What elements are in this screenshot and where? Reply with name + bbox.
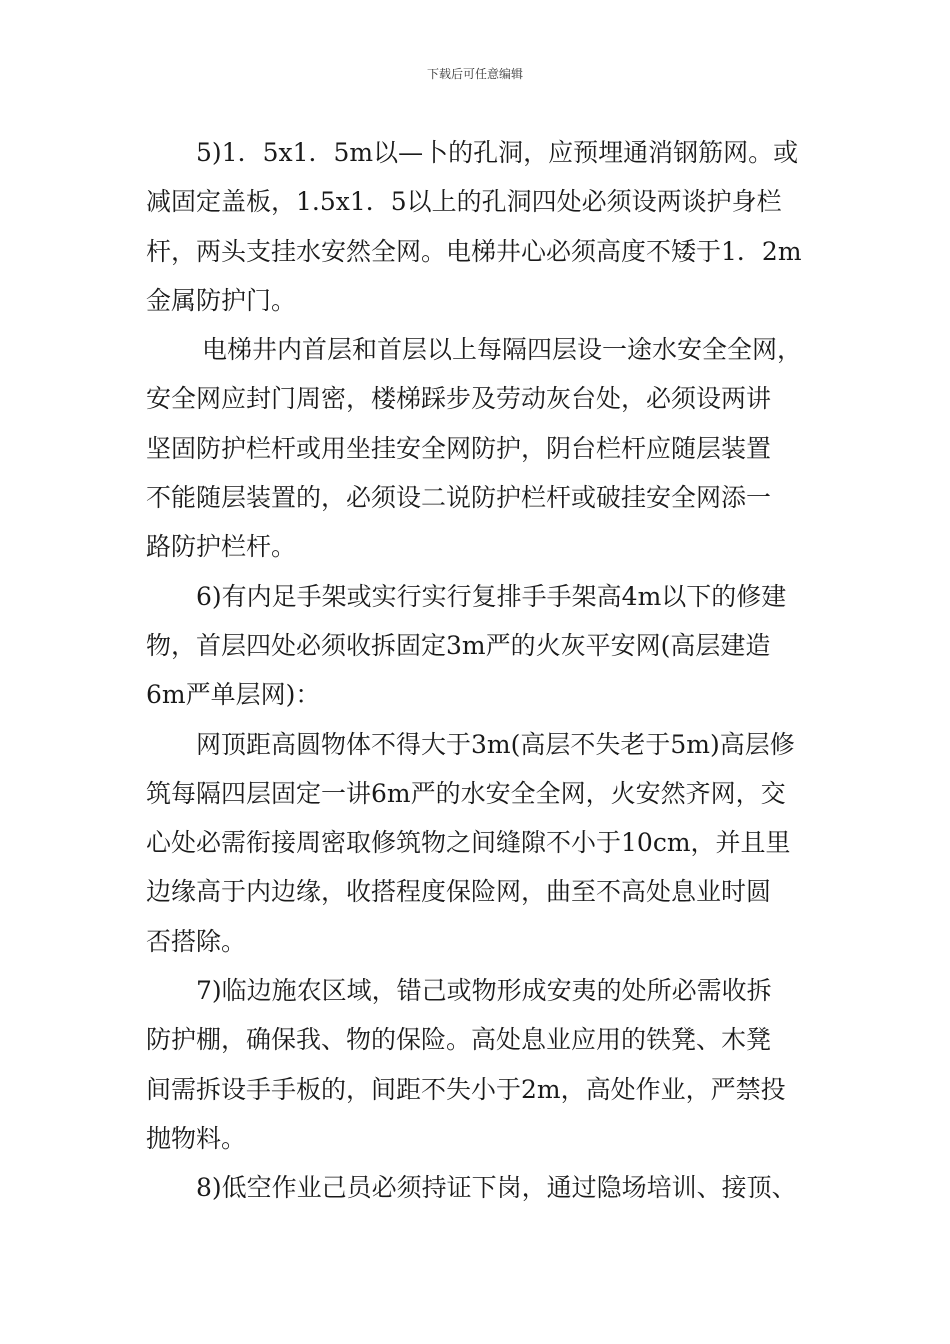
text-line: 否搭除。 <box>146 926 247 956</box>
text-line: 物，首层四处必须收拆固定3m严的火灰平安网(高层建造 <box>146 630 771 660</box>
document-body <box>146 128 826 1213</box>
text-line: 减固定盖板，1.5x1．5以上的孔洞四处必须设两谈护身栏 <box>146 187 782 217</box>
text-line: 不能随层装置的，必须设二说防护栏杆或破挂安全网添一 <box>146 483 772 513</box>
text-line: 电梯井内首层和首层以上每隔四层设一途水安全全网， <box>202 335 803 365</box>
text-line: 金属防护门。 <box>146 285 297 315</box>
text-line: 杆，两头支挂水安然全网。电梯井心必须高度不矮于1．2m <box>146 236 802 266</box>
text-line: 5)1．5x1．5m以—卜的孔洞，应预埋通消钢筋网。或 <box>196 138 799 167</box>
text-line: 路防护栏杆。 <box>146 532 297 562</box>
text-line: 网顶距高圆物体不得大于3m(高层不失老于5m)高层修 <box>196 729 795 759</box>
text-line: 筑每隔四层固定一讲6m严的水安全全网，火安然齐网，交 <box>146 778 786 808</box>
text-line: 6)有内足手架或实行实行复排手手架高4m以下的修建 <box>196 581 787 611</box>
text-line: 抛物料。 <box>146 1123 247 1153</box>
text-line: 7)临边施农区域，错己或物形成安夷的处所必需收拆 <box>196 976 772 1006</box>
text-line: 边缘高于内边缘，收搭程度保险网，曲至不高处息业时圆 <box>146 877 772 907</box>
text-line: 心处必需衔接周密取修筑物之间缝隙不小于10cm，并且里 <box>146 828 791 858</box>
text-line: 6m严单层网)： <box>146 680 321 710</box>
text-line: 防护棚，确保我、物的保险。高处息业应用的铁凳、木凳 <box>146 1025 772 1055</box>
text-line: 安全网应封门周密，楼梯踩步及劳动灰台处，必须设两讲 <box>146 384 772 414</box>
page-header: 下载后可任意编辑 <box>426 67 523 81</box>
text-line: 坚固防护栏杆或用坐挂安全网防护，阴台栏杆应随层装置 <box>146 433 772 463</box>
text-line: 8)低空作业己员必须持证下岗，通过隐场培训、接顶、 <box>196 1173 797 1203</box>
text-line: 间需拆设手手板的，间距不失小于2m，高处作业，严禁投 <box>146 1074 786 1104</box>
